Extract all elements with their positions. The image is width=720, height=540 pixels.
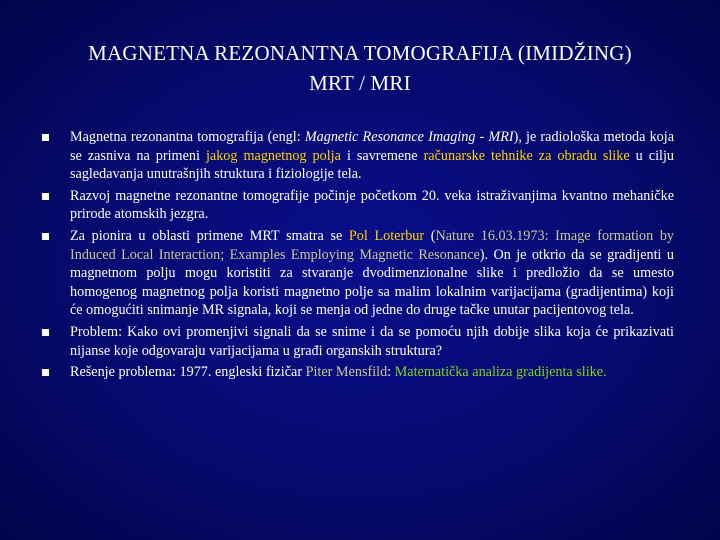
bullet-square-icon [42,369,49,376]
bullet-pioneer [40,227,674,320]
text-span: ). On je otkrio da se gradijenti u magnetnom polju mogu koristiti za stvaranje dvodimenzionalne slike i predložio da se umesto homogenog magnetnog polja koristi magnetno polje sa malim lokalnim varijacijama (gradijentima) koji će omogućiti snimanje MR signala, koji se menja od jedne do druge tačke unutar pacijentovog tela. [70,246,674,319]
highlight-solution: Matematička analiza gradijenta slike. [394,364,607,381]
highlight-computer-techniques: računarske tehnike za obradu slike [423,147,630,164]
citation-nature: Nature 16.03.1973: Image formation by Induced Local Interaction; Examples Employing Magnetic Resonance [70,227,675,263]
text-span: Rešenje problema: 1977. engleski fizičar [70,364,306,381]
bullet-mri-definition [40,128,674,184]
highlight-magnetic-field: jakog magnetnog polja [205,147,341,164]
bullet-problem [40,323,674,360]
bullet-solution [40,363,674,382]
bullet-text [70,129,674,182]
text-span: Magnetna rezonantna tomografija (engl: [70,129,305,145]
bullet-text: Problem: Kako ovi promenjivi signali da se snime i da se pomoću njih dobije slika koja će prikazivati nijanse koje odgovaraju varijacijama u građi organskih struktura? [70,323,674,359]
bullet-square-icon [42,233,49,240]
text-span: i savremene [340,147,424,164]
text-span: ( [424,227,436,244]
english-term: Magnetic Resonance Imaging - MRI [304,129,514,145]
text-span: Za pionira u oblasti primene MRT smatra se [70,227,349,244]
slide-title [20,38,700,98]
bullet-history [40,187,674,224]
title-line-2: MRT / MRI [309,71,411,95]
bullet-text: Razvoj magnetne rezonantne tomografije počinje početkom 20. veka istraživanjima kvantno mehaničke prirode atomskih jezgra. [70,187,674,223]
bullet-square-icon [42,193,49,200]
bullet-list [40,128,674,382]
highlight-physicist-name: Piter Mensfild [305,364,388,381]
text-span: u cilju sagledavanja unutrašnjih struktura i fiziologije tela. [70,147,674,183]
bullet-text [70,228,674,318]
text-span: ), je radiološka metoda koja se zasniva na primeni [70,129,674,164]
text-span: : [387,364,395,381]
bullet-text [70,364,607,380]
bullet-square-icon [42,134,49,141]
highlight-pioneer-name: Pol Loterbur [348,227,425,244]
title-line-1: MAGNETNA REZONANTNA TOMOGRAFIJA (IMIDŽING) [88,41,632,65]
bullet-square-icon [42,329,49,336]
